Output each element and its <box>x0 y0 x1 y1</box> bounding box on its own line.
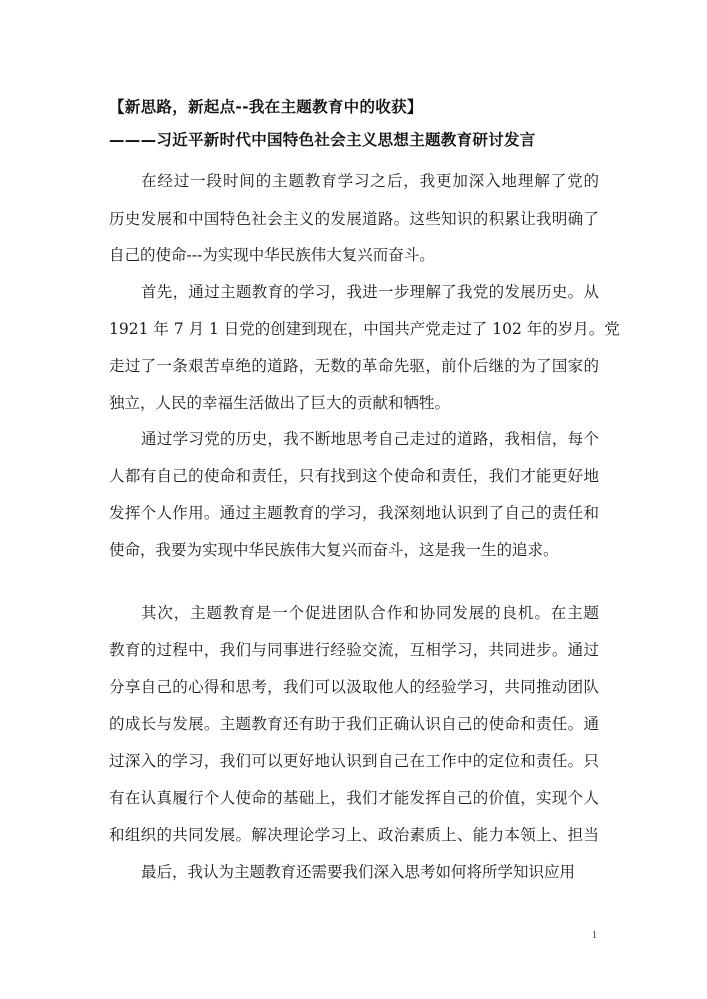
paragraph-4-line-6: 有在认真履行个人使命的基础上，我们才能发挥自己的价值，实现个人 <box>109 789 599 807</box>
paragraph-4-line-4: 的成长与发展。主题教育还有助于我们正确认识自己的使命和责任。通 <box>109 715 599 733</box>
paragraph-1-line-2: 历史发展和中国特色社会主义的发展道路。这些知识的积累让我明确了 <box>109 210 599 228</box>
paragraph-3-line-1: 通过学习党的历史，我不断地思考自己走过的道路，我相信，每个 <box>141 430 599 448</box>
paragraph-2-line-2: 1921 年 7 月 1 日党的创建到现在，中国共产党走过了 102 年的岁月。党 <box>109 320 620 338</box>
paragraph-3-line-2: 人都有自己的使命和责任，只有找到这个使命和责任，我们才能更好地 <box>109 467 599 485</box>
paragraph-4-line-7: 和组织的共同发展。解决理论学习上、政治素质上、能力本领上、担当 <box>109 826 599 844</box>
paragraph-4-line-1: 其次，主题教育是一个促进团队合作和协同发展的良机。在主题 <box>141 604 599 622</box>
paragraph-1-line-3: 自己的使命---为实现中华民族伟大复兴而奋斗。 <box>109 246 435 264</box>
paragraph-2-line-1: 首先，通过主题教育的学习，我进一步理解了我党的发展历史。从 <box>141 283 599 301</box>
document-subtitle: ———习近平新时代中国特色社会主义思想主题教育研讨发言 <box>109 131 536 149</box>
paragraph-2-line-4: 独立，人民的幸福生活做出了巨大的贡献和牺牲。 <box>109 394 451 412</box>
paragraph-2-line-3: 走过了一条艰苦卓绝的道路，无数的革命先驱，前仆后继的为了国家的 <box>109 357 599 375</box>
document-title: 【新思路，新起点--我在主题教育中的收获】 <box>109 98 423 116</box>
paragraph-3-line-3: 发挥个人作用。通过主题教育的学习，我深刻地认识到了自己的责任和 <box>109 504 599 522</box>
paragraph-4-line-5: 过深入的学习，我们可以更好地认识到自己在工作中的定位和责任。只 <box>109 752 599 770</box>
page-number: 1 <box>592 930 597 941</box>
paragraph-4-line-2: 教育的过程中，我们与同事进行经验交流，互相学习，共同进步。通过 <box>109 641 599 659</box>
paragraph-1-line-1: 在经过一段时间的主题教育学习之后，我更加深入地理解了党的 <box>141 172 599 190</box>
paragraph-5-line-1: 最后，我认为主题教育还需要我们深入思考如何将所学知识应用 <box>141 863 576 881</box>
paragraph-4-line-3: 分享自己的心得和思考，我们可以汲取他人的经验学习，共同推动团队 <box>109 678 599 696</box>
paragraph-3-line-4: 使命，我要为实现中华民族伟大复兴而奋斗，这是我一生的追求。 <box>109 541 559 559</box>
